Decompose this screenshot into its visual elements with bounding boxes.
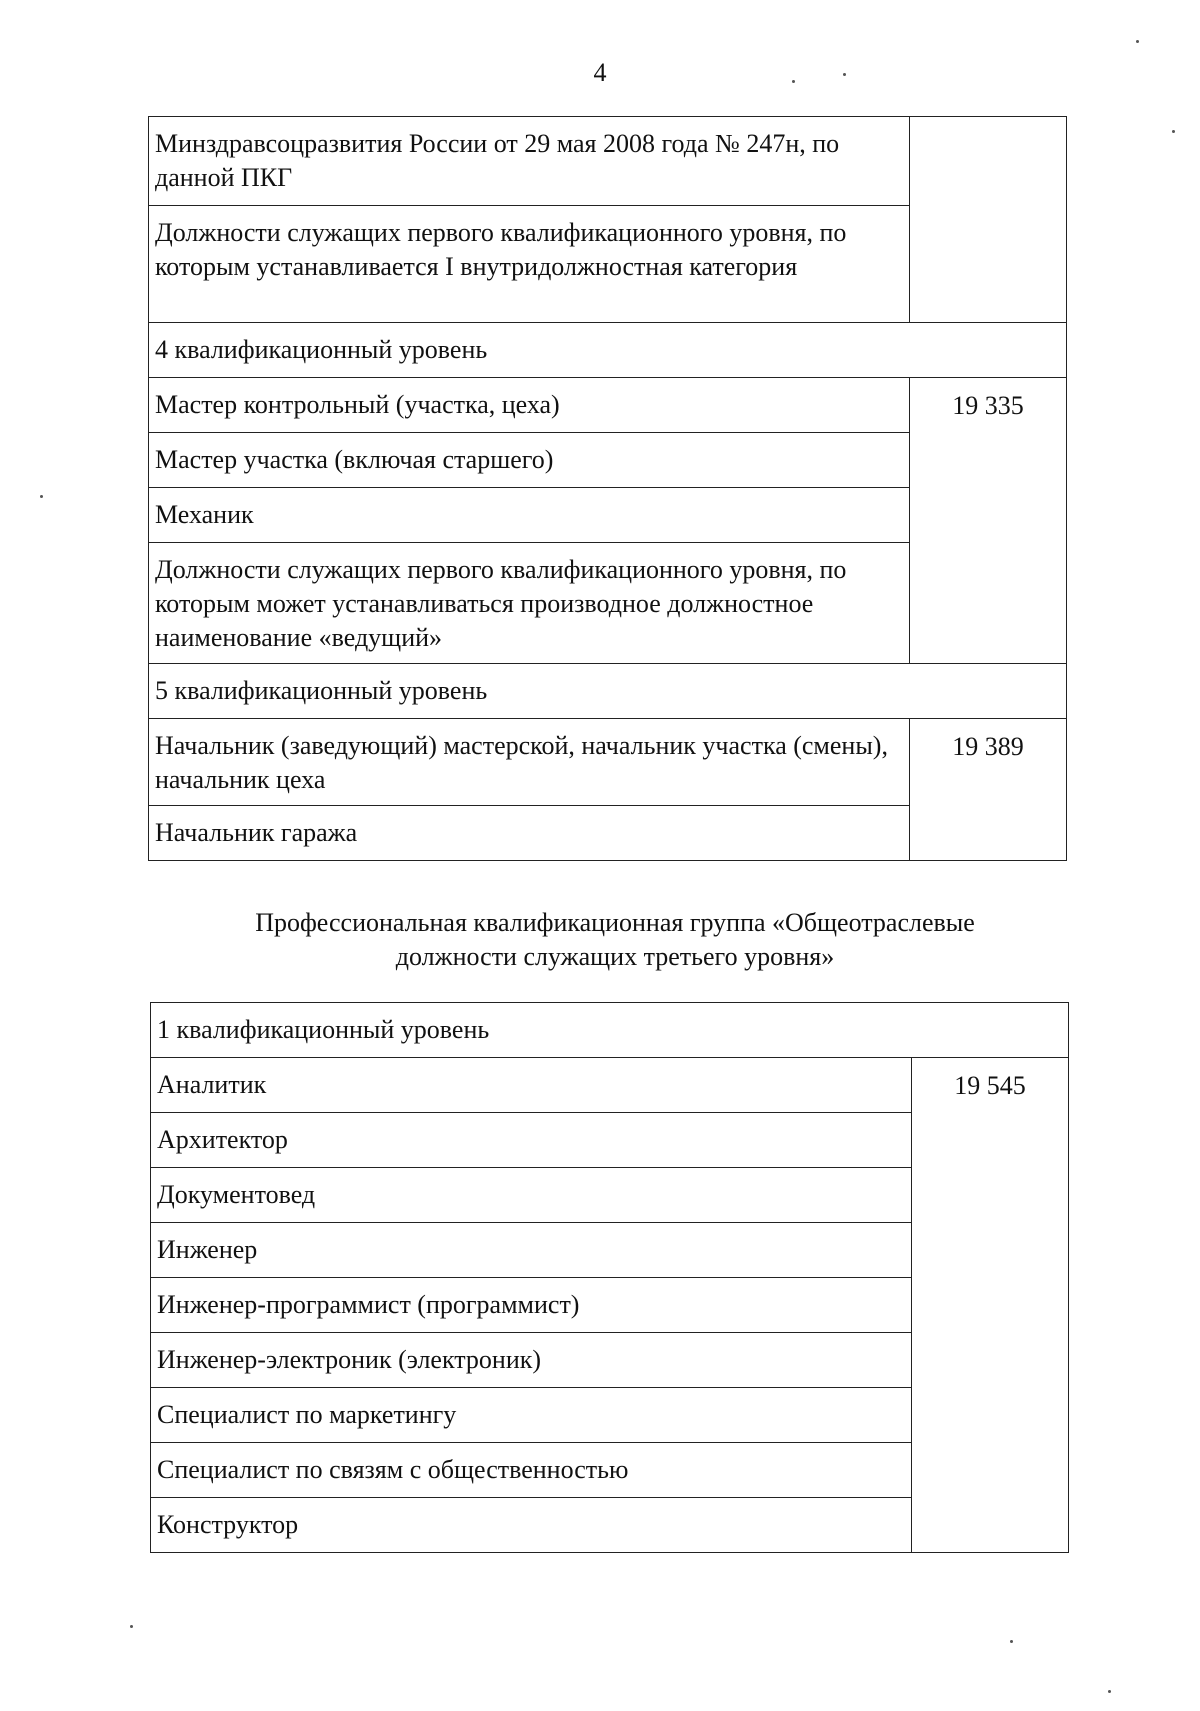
salary-table-continued	[148, 116, 1067, 861]
salary-table-third-level	[150, 1002, 1069, 1553]
page-number: 4	[593, 58, 607, 87]
position-cell: Документовед	[151, 1168, 912, 1223]
position-cell: Инженер-программист (программист)	[151, 1278, 912, 1333]
scan-speck	[130, 1625, 133, 1628]
position-cell: Мастер контрольный (участка, цеха)	[149, 378, 910, 433]
salary-value-cell: 19 389	[910, 719, 1067, 861]
table-row	[151, 1058, 1069, 1113]
position-cell: Мастер участка (включая старшего)	[149, 433, 910, 488]
position-cell: Начальник гаража	[149, 806, 910, 861]
table-row	[149, 117, 1067, 206]
scan-speck	[40, 495, 43, 498]
position-cell: Специалист по связям с общественностью	[151, 1443, 912, 1498]
level-header-row	[151, 1003, 1069, 1058]
level-header-row	[149, 664, 1067, 719]
position-cell: Аналитик	[151, 1058, 912, 1113]
scan-speck	[1136, 40, 1139, 43]
position-cell: Конструктор	[151, 1498, 912, 1553]
qualification-level-4-title: 4 квалификационный уровень	[149, 323, 1067, 378]
scan-speck	[843, 73, 846, 76]
position-cell: Начальник (заведующий) мастерской, начальник участка (смены), начальник цеха	[149, 719, 910, 806]
position-cell: Минздравсоцразвития России от 29 мая 2008 года № 247н, по данной ПКГ	[149, 117, 910, 206]
table-row	[149, 719, 1067, 806]
table-row	[149, 378, 1067, 433]
qualification-level-5-title: 5 квалификационный уровень	[149, 664, 1067, 719]
level-header-row	[149, 323, 1067, 378]
scan-speck	[1010, 1640, 1013, 1643]
salary-value-cell: 19 335	[910, 378, 1067, 664]
position-cell: Инженер	[151, 1223, 912, 1278]
group-heading-line-1: Профессиональная квалификационная группа «Общеотраслевые	[255, 908, 975, 937]
position-cell: Должности служащих первого квалификационного уровня, по которым устанавливается I внутридолжностная категория	[149, 206, 910, 323]
group-heading	[0, 906, 1200, 974]
scan-speck	[792, 80, 795, 83]
scan-speck	[1172, 130, 1175, 133]
position-cell: Инженер-электроник (электроник)	[151, 1333, 912, 1388]
position-cell: Специалист по маркетингу	[151, 1388, 912, 1443]
qualification-level-1-title: 1 квалификационный уровень	[151, 1003, 1069, 1058]
position-cell: Механик	[149, 488, 910, 543]
group-heading-line-2: должности служащих третьего уровня»	[395, 942, 835, 971]
salary-value-cell: 19 545	[912, 1058, 1069, 1553]
position-cell: Архитектор	[151, 1113, 912, 1168]
salary-value-cell	[910, 117, 1067, 323]
position-cell: Должности служащих первого квалификационного уровня, по которым может устанавливаться производное должностное наименование «ведущий»	[149, 543, 910, 664]
scan-speck	[1108, 1690, 1111, 1693]
